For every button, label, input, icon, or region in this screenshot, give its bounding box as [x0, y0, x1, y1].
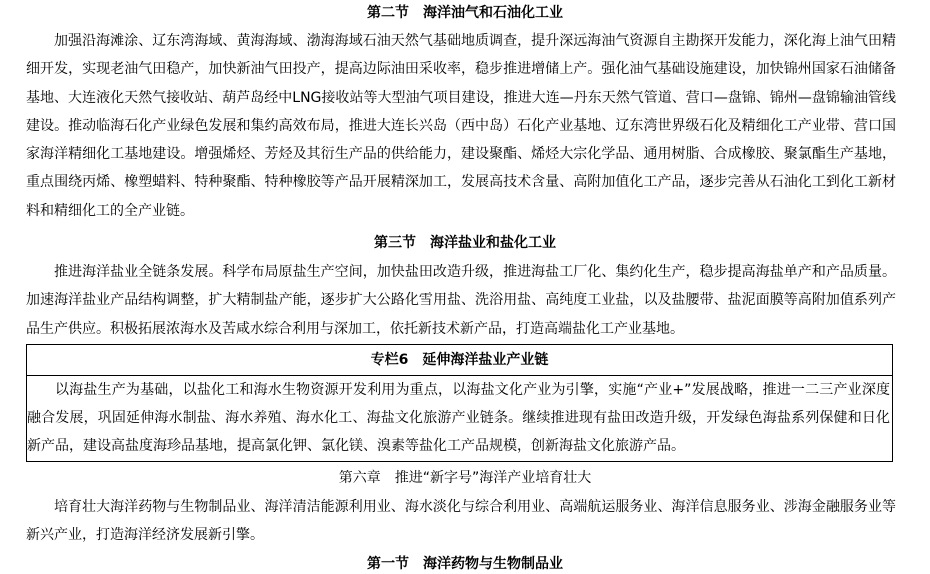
- column-6-body: 以海盐生产为基础，以盐化工和海水生物资源开发利用为重点，以海盐文化产业为引擎，实施“产业+”发展战略，推进一二三产业深度融合发展，巩固延伸海水制盐、海水养殖、海水化工、海盐文化旅游产业链条。继续推进现有盐田改造升级，开发绿色海盐系列保健和日化新产品，建设高盐度海珍品基地，提高氯化钾、氯化镁、溴素等盐化工产品规模，创新海盐文化旅游产品。: [27, 382, 890, 454]
- section-2-paragraph: 加强沿海滩涂、辽东湾海域、黄海海域、渤海海域石油天然气基础地质调查，提升深远海油气资源自主勘探开发能力，深化海上油气田精细开发，实现老油气田稳产，加快新油气田投产，提高边际油田采收率，稳步推进增储上产。强化油气基础设施建设，加快锦州国家石油储备基地、大连液化天然气接收站、葫芦岛经中LNG接收站等大型油气项目建设，推进大连—丹东天然气管道、营口—盘锦、锦州—盘锦输油管线建设。推动临海石化产业绿色发展和集约高效布局，推进大连长兴岛（西中岛）石化产业基地、辽东湾世界级石化及精细化工产业带、营口国家海洋精细化工基地建设。增强烯烃、芳烃及其衍生产品的供给能力，建设聚酯、烯烃大宗化学品、通用树脂、合成橡胶、聚氯酯生产基地，重点围绕丙烯、橡塑蜡料、特种聚酯、特种橡胶等产品开展精深加工，发展高技术含量、高附加值化工产品，逐步完善从石油化工到化工新材料和精细化工的全产业链。: [26, 33, 896, 219]
- chapter-6-heading: 第六章 推进“新字号”海洋产业培育壮大: [338, 470, 592, 486]
- column-6-title: 专栏6 延伸海洋盐业产业链: [27, 345, 892, 376]
- section-2-heading: 第二节 海洋油气和石油化工业: [367, 5, 563, 21]
- next-section-heading: 第一节 海洋药物与生物制品业: [367, 556, 563, 572]
- next-heading-cutoff: [0, 553, 930, 572]
- column-6-box: [26, 344, 893, 462]
- chapter-6-paragraph: 培育壮大海洋药物与生物制品业、海洋清洁能源利用业、海水淡化与综合利用业、高端航运服务业、海洋信息服务业、涉海金融服务业等新兴产业，打造海洋经济发展新引擎。: [26, 499, 896, 544]
- section-3-heading: 第三节 海洋盐业和盐化工业: [374, 235, 556, 251]
- section-3-paragraph: 推进海洋盐业全链条发展。科学布局原盐生产空间，加快盐田改造升级，推进海盐工厂化、集约化生产，稳步提高海盐单产和产品质量。加速海洋盐业产品结构调整，扩大精制盐产能，逐步扩大公路化雪用盐、洗浴用盐、高纯度工业盐，以及盐腰带、盐泥面膜等高附加值系列产品生产供应。积极拓展浓海水及苦咸水综合利用与深加工，依托新技术新产品，打造高端盐化工产业基地。: [26, 264, 896, 337]
